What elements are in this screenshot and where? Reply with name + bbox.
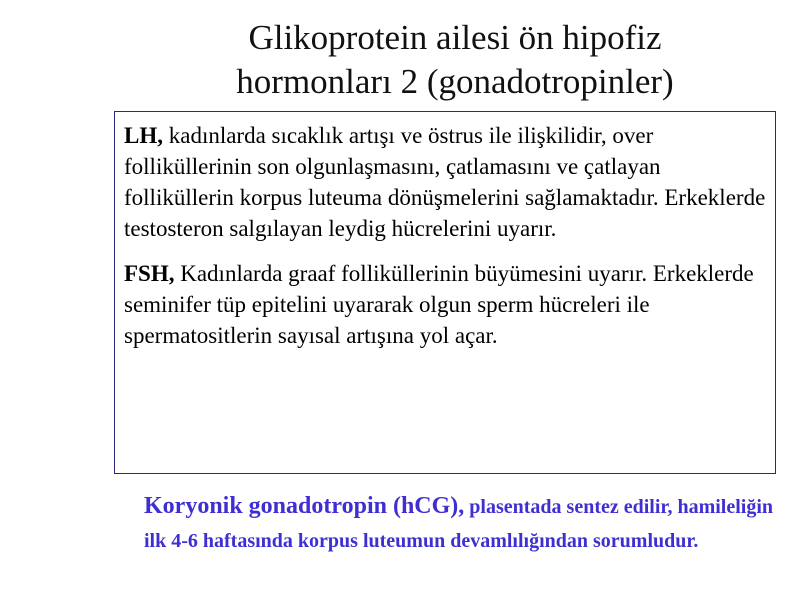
lh-description: kadınlarda sıcaklık artışı ve östrus ile ilişkilidir, over folliküllerinin son olgunlaşmasını, çatlamasını ve çatlayan folliküllerin korpus luteuma dönüşmelerini sağlamaktadır. Erkeklerde testosteron salgılayan leydig hücrelerini uyarır. <box>124 123 766 241</box>
hcg-description: plasentada sentez edilir, hamileliğin ilk 4-6 haftasında korpus luteumun devamlılığından sorumludur. <box>144 496 774 552</box>
slide-title <box>150 16 760 104</box>
hcg-paragraph <box>144 490 784 559</box>
lh-term: LH, <box>124 123 163 148</box>
hcg-term: Koryonik gonadotropin (hCG), <box>144 493 465 519</box>
fsh-term: FSH, <box>124 261 175 286</box>
hormone-description-box <box>114 111 776 474</box>
fsh-description: Kadınlarda graaf folliküllerinin büyümesini uyarır. Erkeklerde seminifer tüp epitelini uyararak olgun sperm hücreleri ile spermatositlerin sayısal artışına yol açar. <box>124 261 754 348</box>
lh-paragraph <box>124 120 766 244</box>
fsh-paragraph <box>124 258 766 351</box>
slide-title-line-2: hormonları 2 (gonadotropinler) <box>236 62 674 101</box>
slide-title-line-1: Glikoprotein ailesi ön hipofiz <box>248 18 662 57</box>
